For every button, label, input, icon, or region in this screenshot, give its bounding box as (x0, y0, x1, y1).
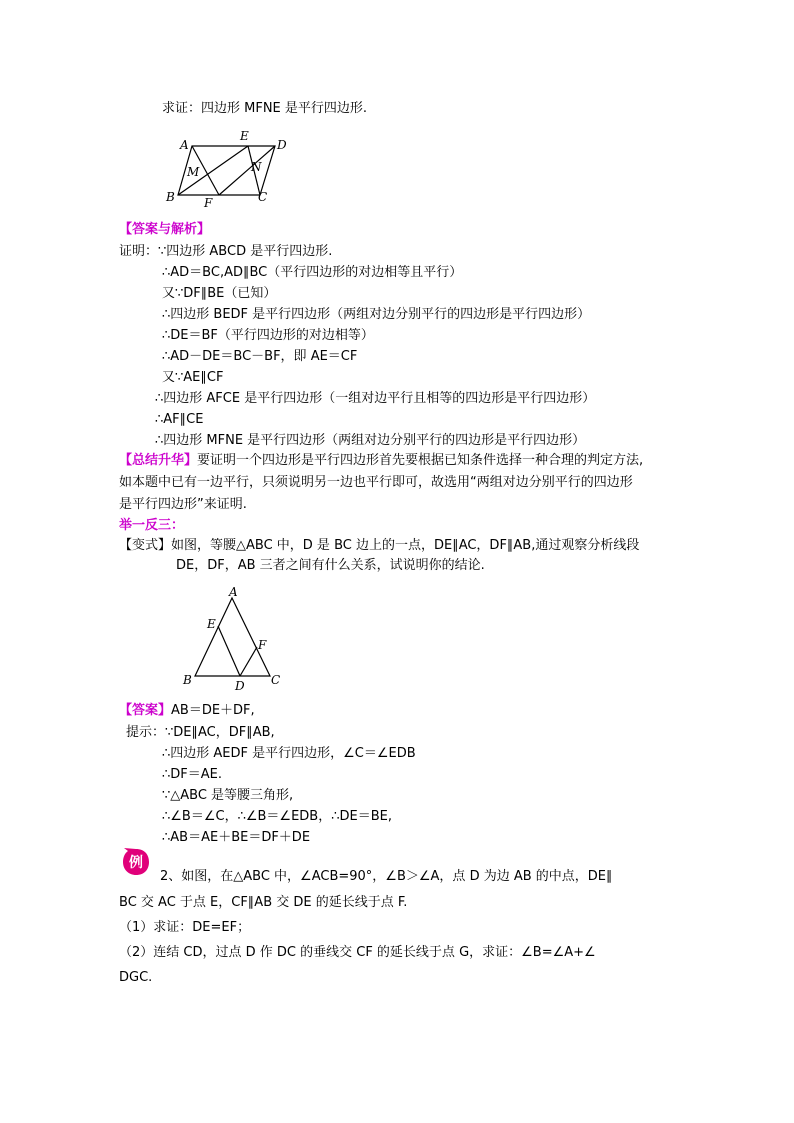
label-c: C (271, 673, 281, 687)
label-m: M (187, 165, 200, 179)
proof-line: ∴AF∥CE (155, 412, 204, 427)
hint-line: ∴四边形 AEDF 是平行四边形，∠C＝∠EDB (162, 746, 416, 761)
answer-line (119, 702, 255, 720)
proof-line: 证明：∵四边形 ABCD 是平行四边形. (119, 244, 333, 259)
proof-line: ∴DE＝BF（平行四边形的对边相等） (162, 328, 374, 343)
label-b: B (183, 673, 192, 687)
label-e: E (207, 617, 216, 631)
triangle-figure (180, 586, 290, 694)
label-a: A (180, 138, 189, 152)
example-line: BC 交 AC 于点 E，CF∥AB 交 DE 的延长线于点 F. (119, 895, 408, 910)
hint-line: 提示：∵DE∥AC，DF∥AB, (126, 725, 275, 740)
variant-question: 【变式】如图，等腰△ABC 中，D 是 BC 边上的一点，DE∥AC，DF∥AB,通过观察分析线段 (119, 538, 640, 553)
summary-line: 如本题中已有一边平行，只须说明另一边也平行即可，故选用“两组对边分别平行的四边形 (119, 475, 633, 490)
summary-line: 是平行四边形”来证明. (119, 497, 247, 512)
proof-line: ∴AD＝BC,AD∥BC（平行四边形的对边相等且平行） (162, 265, 463, 280)
segment-df (240, 647, 257, 676)
prove-statement: 求证：四边形 MFNE 是平行四边形. (162, 101, 368, 116)
example-line: （1）求证：DE=EF； (119, 920, 251, 935)
proof-line: ∴AD－DE＝BC－BF，即 AE＝CF (162, 349, 358, 364)
example-line: 2、如图，在△ABC 中，∠ACB=90°，∠B＞∠A，点 D 为边 AB 的中点，DE∥ (160, 869, 613, 884)
segment-df (219, 146, 275, 195)
label-d: D (235, 679, 245, 693)
proof-line: ∴四边形 BEDF 是平行四边形（两组对边分别平行的四边形是平行四边形） (162, 307, 591, 322)
example-badge-icon (122, 848, 150, 876)
triangle-abc (195, 598, 270, 676)
example-badge-label: 例 (129, 855, 143, 871)
summary-line (119, 452, 643, 470)
label-c: C (258, 190, 268, 204)
parallelogram-figure (160, 124, 300, 210)
label-a: A (229, 585, 238, 599)
hint-line: ∴AB＝AE＋BE＝DF＋DE (162, 830, 311, 845)
segment-ed (218, 626, 240, 676)
example-line: （2）连结 CD，过点 D 作 DC 的垂线交 CF 的延长线于点 G，求证：∠B=∠A+∠ (119, 945, 596, 960)
answer-analysis-heading: 【答案与解析】 (119, 222, 211, 237)
example-line: DGC. (119, 970, 153, 985)
summary-heading: 【总结升华】 (119, 453, 198, 468)
summary-text: 要证明一个四边形是平行四边形首先要根据已知条件选择一种合理的判定方法, (197, 453, 644, 468)
label-d: D (277, 138, 287, 152)
answer-heading: 【答案】 (119, 703, 172, 718)
label-b: B (166, 190, 175, 204)
proof-line: 又∵AE∥CF (162, 370, 224, 385)
label-e: E (240, 129, 249, 143)
proof-line: ∴四边形 AFCE 是平行四边形（一组对边平行且相等的四边形是平行四边形） (155, 391, 596, 406)
answer-text: AB＝DE＋DF, (171, 703, 255, 718)
hint-line: ∴∠B＝∠C，∴∠B＝∠EDB，∴DE＝BE, (162, 809, 392, 824)
label-n: N (251, 160, 262, 174)
variant-heading: 举一反三： (119, 518, 185, 533)
hint-line: ∴DF＝AE. (162, 767, 222, 782)
label-f: F (258, 638, 267, 652)
label-f: F (204, 196, 213, 210)
proof-line: 又∵DF∥BE（已知） (162, 286, 277, 301)
hint-line: ∵△ABC 是等腰三角形, (162, 788, 294, 803)
variant-question: DE，DF，AB 三者之间有什么关系，试说明你的结论. (176, 558, 485, 573)
proof-line: ∴四边形 MFNE 是平行四边形（两组对边分别平行的四边形是平行四边形） (155, 433, 586, 448)
